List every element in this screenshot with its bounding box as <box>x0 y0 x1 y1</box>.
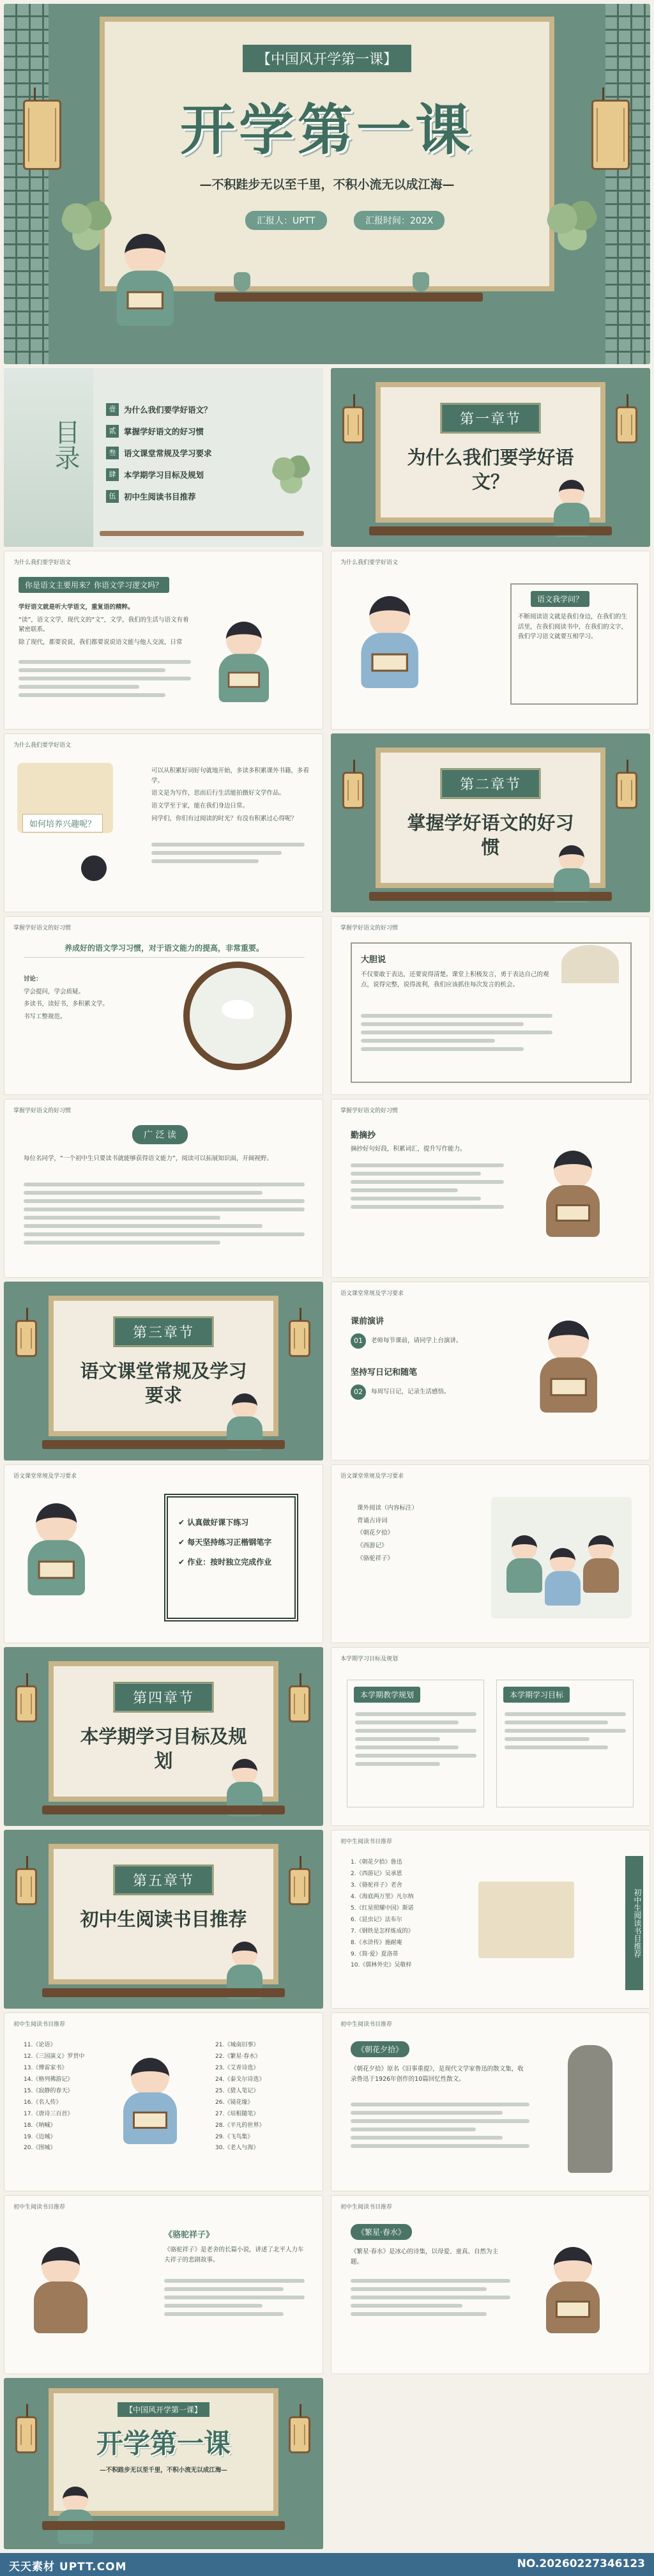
end-slide: 【中国风开学第一课】 开学第一课 —不积跬步无以至千里，不积小流无以成江海— <box>4 2378 323 2549</box>
chapter-badge: 第四章节 <box>113 1682 214 1713</box>
lantern-icon <box>289 2416 310 2453</box>
lantern-icon <box>289 1685 310 1722</box>
luxun-illustration <box>568 2045 612 2173</box>
chapter-badge: 第五章节 <box>113 1864 214 1896</box>
reading-slide-4: 初中生阅读书目推荐 《骆驼祥子》 《骆驼祥子》是老舍的长篇小说，讲述了北平人力车夫祥子的悲剧故事。 <box>4 2195 323 2374</box>
lantern-icon <box>289 1868 310 1905</box>
toc-slide <box>4 368 323 547</box>
lantern-icon <box>591 100 630 170</box>
student-illustration <box>542 2247 628 2362</box>
toc-item[interactable]: 叁 语文课堂常规及学习要求 <box>106 442 259 464</box>
lantern-icon <box>15 2416 37 2453</box>
cover-tag: 【中国风开学第一课】 <box>243 45 411 72</box>
student-illustration <box>357 596 449 719</box>
serial-number: NO.20260227346123 <box>517 2557 645 2570</box>
chapter-badge: 第二章节 <box>440 768 541 799</box>
chapter-badge: 第一章节 <box>440 402 541 434</box>
habit-slide-2: 掌握学好语文的好习惯 大胆说 不仅要敢于表达，还要说得清楚。课堂上积极发言，勇于表达自己的观点，说得完整，说得流利，我们应该抓住每次发言的机会。 <box>331 916 650 1095</box>
chapter-4-slide <box>4 1647 323 1826</box>
crane-icon <box>222 1000 254 1019</box>
scholar-illustration <box>536 1321 628 1453</box>
rules-slide-3: 语文课堂常规及学习要求 课外阅读（内容标注） 背诵古诗词 《朝花夕拾》 《西游记》 《骆驼祥子》 <box>331 1464 650 1643</box>
toc-list <box>106 399 259 507</box>
reading-slide-5: 初中生阅读书目推荐 《繁星·春水》 《繁星·春水》是冰心的诗集，以母爱、童真、自然为主题。 <box>331 2195 650 2374</box>
book-list: 1.《朝花夕拾》鲁迅 2.《西游记》吴承恩 3.《骆驼祥子》老舍 4.《海底两万里》凡尔纳 5.《红星照耀中国》斯诺 6.《昆虫记》法布尔 7.《钢铁是怎样炼成的》 8.《水浒传》施耐庵 9.《简·爱》夏洛蒂 10.《儒林外史》吴敬梓 <box>351 1859 414 1969</box>
student-illustration <box>542 1151 628 1266</box>
fan-icon <box>561 945 619 983</box>
reading-slide-1: 初中生阅读书目推荐 1.《朝花夕拾》鲁迅 2.《西游记》吴承恩 3.《骆驼祥子》老舍 4.《海底两万里》凡尔纳 5.《红星照耀中国》斯诺 6.《昆虫记》法布尔 7.《钢铁是怎样炼成的》 8.《水浒传》施耐庵 9.《简·爱》夏洛蒂 10.《儒林外史》吴敬梓 初中生阅读书目推荐 <box>331 1830 650 2009</box>
watermark-footer <box>0 2553 654 2576</box>
site-name: 天天素材 UPTT.COM <box>9 2561 127 2573</box>
books-illustration <box>478 1882 574 1958</box>
student-illustration <box>119 2058 206 2173</box>
goals-slide: 本学期学习目标及规划 本学期教学规划 本学期学习目标 <box>331 1647 650 1826</box>
habit-slide-3: 掌握学好语文的好习惯 广 泛 读 每位名同学，“一个初中生只要读书就能够获得语文能力”，阅读可以拓展知识面，开阔视野。 <box>4 1099 323 1278</box>
chapter-2-slide <box>331 733 650 912</box>
lantern-icon <box>616 772 637 809</box>
info-box: 语文我学问？ 不断阅读语文就是我们身边，在我们的生活里，在我们阅读书中，在我们的文字，我们学习语文就要互相学习。 <box>510 583 638 705</box>
chapter-title: 掌握学好语文的好习惯 <box>407 812 574 858</box>
chapter-5-slide <box>4 1830 323 2009</box>
student-illustration <box>215 622 278 711</box>
chapter-badge: 第三章节 <box>113 1316 214 1347</box>
toc-item[interactable]: 贰 掌握学好语文的好习惯 <box>106 420 259 442</box>
lantern-icon <box>342 406 364 443</box>
lattice-left <box>4 4 49 364</box>
plant-icon <box>547 195 598 253</box>
rules-slide-2: 语文课堂常规及学习要求 ✔ 认真做好课下练习 ✔ 每天坚持练习正楷钢笔字 ✔ 作业：按时独立完成作业 <box>4 1464 323 1643</box>
lantern-icon <box>15 1320 37 1357</box>
lattice-right <box>605 4 650 364</box>
cover-slide <box>4 4 650 364</box>
toc-item[interactable]: 伍 初中生阅读书目推荐 <box>106 486 259 507</box>
habit-slide-4: 掌握学好语文的好习惯 勤摘抄 摘抄好句好段，积累词汇，提升写作能力。 <box>331 1099 650 1278</box>
rules-box: ✔ 认真做好课下练习 ✔ 每天坚持练习正楷钢笔字 ✔ 作业：按时独立完成作业 <box>164 1494 298 1621</box>
lantern-icon <box>616 406 637 443</box>
habit-slide-1: 掌握学好语文的好习惯 养成好的语文学习习惯，对于语文能力的提高，非常重要。 讨论： 学会提问，学会质疑。 多读书，读好书，多积累文学。 书写工整规范。 <box>4 916 323 1095</box>
toc-item[interactable]: 肆 本学期学习目标及规划 <box>106 464 259 486</box>
vase-icon <box>413 272 429 291</box>
toc-item[interactable]: 壹 为什么我们要学好语文？ <box>106 399 259 420</box>
lantern-icon <box>23 100 61 170</box>
chapter-title: 本学期学习目标及规划 <box>80 1726 247 1772</box>
date-badge: 汇报时间：202X <box>354 211 445 230</box>
cover-subtitle: —不积跬步无以至千里，不积小流无以成江海— <box>199 178 455 192</box>
lantern-icon <box>342 772 364 809</box>
why-slide-2: 为什么我们要学好语文 语文我学问？ 不断阅读语文就是我们身边，在我们的生活里，在我们阅读书中，在我们的文字，我们学习语文就要互相学习。 <box>331 551 650 730</box>
lantern-icon <box>289 1320 310 1357</box>
chapter-title: 初中生阅读书目推荐 <box>80 1908 247 1930</box>
plant-icon <box>272 451 310 496</box>
plant-icon <box>61 195 112 253</box>
student-illustration <box>55 2487 100 2547</box>
cover-title: 开学第一课 <box>180 98 474 162</box>
chapter-3-slide <box>4 1282 323 1460</box>
ink-stone-icon <box>81 855 107 881</box>
why-slide-3: 为什么我们要学好语文 如何培养兴趣呢？ 可以从积累好词好句就地开始，多读多积累课外书籍，多看学。 语文是为写作，思而后行生活能拍摄好文学作品。 语文学至于家，能在我们身边日常。 同学们，你们有过阅读的时光？有没有积累过心得呢？ <box>4 733 323 912</box>
lantern-icon <box>15 1868 37 1905</box>
info-box: 大胆说 不仅要敢于表达，还要说得清楚。课堂上积极发言，勇于表达自己的观点，说得完整，说得流利，我们应该抓住每次发言的机会。 <box>351 942 632 1083</box>
reading-slide-2: 初中生阅读书目推荐 11.《论语》 12.《三国演义》罗贯中 13.《傅雷家书》 14.《格列佛游记》 15.《寂静的春天》 16.《名人传》 17.《唐诗三百首》 18.《呐喊》 19.《边城》 20.《围城》 21.《城南旧事》 22.《繁星·春水》 23.《艾青诗选》 24.《泰戈尔诗选》 25.《猎人笔记》 26.《镜花缘》 27.《培根随笔》 28.《平凡的世界》 29.《飞鸟集》 30.《老人与海》 <box>4 2012 323 2191</box>
why-slide-1: 为什么我们要学好语文 你是语文主要用来？你语文学习逻文吗？ 学好语文就是听大学语文，重复语的精粹。 “读”，语文文学，现代文的“文”，文学，我们的生活与语文有着紧密联系。 除了现代，都要说说，我们都要说说语文能与他人交流，日常 <box>4 551 323 730</box>
table-decor <box>215 293 483 302</box>
vase-icon <box>234 272 250 291</box>
question-tag: 你是语文主要用来？你语文学习逻文吗？ <box>19 577 169 593</box>
scholar-illustration <box>24 1503 116 1636</box>
lantern-icon <box>15 1685 37 1722</box>
classroom-illustration <box>491 1497 632 1618</box>
question-banner: 如何培养兴趣呢？ <box>22 814 103 832</box>
chapter-title: 为什么我们要学好语文？ <box>407 447 574 493</box>
rickshaw-illustration <box>30 2247 145 2372</box>
toc-label: 目录 <box>50 419 80 470</box>
reporter-badge: 汇报人：UPTT <box>245 211 327 230</box>
reading-slide-3: 初中生阅读书目推荐 《朝花夕拾》 《朝花夕拾》原名《旧事重提》，是现代文学家鲁迅的散文集，收录鲁迅于1926年创作的10篇回忆性散文。 <box>331 2012 650 2191</box>
rules-slide-1: 语文课堂常规及学习要求 课前演讲 01 老师每节课前，请同学上台演讲。 坚持写日记和随笔 02 每周写日记，记录生活感悟。 <box>331 1282 650 1460</box>
chapter-1-slide <box>331 368 650 547</box>
chapter-title: 语文课堂常规及学习要求 <box>80 1360 247 1406</box>
student-illustration <box>112 234 204 356</box>
